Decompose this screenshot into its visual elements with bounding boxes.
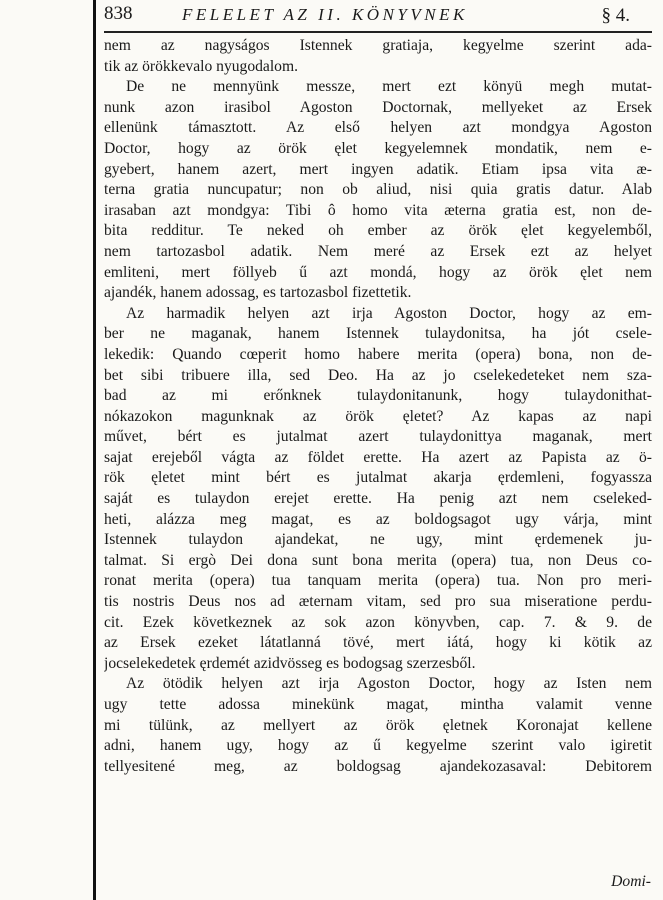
- text-line: nunk azon irasibol Agoston Doctornak, mellyeket az Ersek: [104, 98, 652, 116]
- text-line: tik az örökkevalo nyugodalom.: [104, 57, 299, 75]
- text-line: talmat. Si ergò Dei dona sunt bona merita (opera) tua, non Deus co-: [104, 551, 652, 569]
- text-line: művet, bért es jutalmat azert tulaydonittya maganak, mert: [104, 428, 652, 446]
- text-line: lekedik: Quando cœperit homo habere merita (opera) bona, non de-: [104, 345, 652, 363]
- text-line: ber ne maganak, hanem Istennek tulaydonitsa, ha jót csele-: [104, 325, 652, 343]
- text-line: De ne mennyünk messze, mert ezt könyü megh mutat-: [126, 78, 652, 96]
- text-line: bet sibi tribuere illa, sed Deo. Ha az jo cselekedeteket nem sza-: [104, 366, 652, 384]
- text-line: ronat merita (opera) tua tanquam merita (opera) tua. Non pro meri-: [104, 572, 652, 590]
- section-mark: § 4.: [601, 5, 630, 26]
- text-line: cit. Ezek következnek az sok azon könyvben, cap. 7. & 9. de: [104, 613, 652, 631]
- page-gutter-rule: [93, 0, 96, 900]
- text-line: ajandék, hanem adossag, es tartozasbol fizettetik.: [104, 284, 412, 302]
- text-line: emliteni, mert föllyeb ű azt mondá, hogy az örök ęlet nem: [104, 263, 652, 281]
- body-text: [104, 36, 652, 777]
- running-title: FELELET AZ II. KÖNYVNEK: [182, 5, 468, 24]
- text-line: Doctor, hogy az örök ęlet kegyelemnek mondatik, nem e-: [104, 139, 652, 157]
- text-line: rök ęletet mint bért es jutalmat akarja ęrdemleni, fogyassza: [104, 469, 652, 487]
- header-rule: [104, 31, 652, 33]
- text-line: saját es tulaydon erejet erette. Ha penig azt nem cseleked-: [104, 490, 652, 508]
- text-line: nem tartozasbol adatik. Nem meré az Ersek ezt az helyet: [104, 242, 652, 260]
- text-line: gyebert, hanem azert, mert ingyen adatik. Etiam ipsa vita æ-: [104, 160, 652, 178]
- text-line: tellyesitené meg, az boldogsag ajandekozasaval: Debitorem: [104, 757, 652, 775]
- page-number: 838: [104, 3, 133, 24]
- text-line: terna gratia nuncupatur; non ob aliud, nisi quia gratis datur. Alab: [104, 181, 652, 199]
- text-line: ellenünk támasztott. Az első helyen azt mondgya Agoston: [104, 119, 652, 137]
- text-line: ugy tette adossa minekünk magat, mintha valamit venne: [104, 696, 652, 713]
- text-line: Az harmadik helyen azt irja Agoston Doctor, hogy az em-: [126, 304, 652, 322]
- text-line: irasaban azt mondgya: Tibi ô homo vita æterna gratia est, non de-: [104, 201, 652, 219]
- text-line: jocselekedetek ęrdemét azidvösseg es bodogsag szerzesből.: [104, 654, 476, 672]
- text-line: bad az mi erőnknek tulaydonitanunk, hogy tulaydonithat-: [104, 387, 652, 405]
- text-line: az Ersek ezeket látatlanná tövé, mert iátá, hogy ki kötik az: [104, 634, 652, 652]
- catchword: Domi-: [611, 873, 651, 890]
- text-line: nókazokon magunknak az örök ęletet? Az kapas az napi: [104, 407, 652, 425]
- text-line: tis nostris Deus nos ad æternam vitam, sed pro sua miseratione perdu-: [104, 593, 652, 611]
- text-line: Istennek tulaydon ajandekat, ne ugy, mint ęrdemenek ju-: [104, 531, 652, 549]
- text-line: nem az nagyságos Istennek gratiaja, kegyelme szerint ada-: [104, 37, 652, 54]
- running-header: [104, 3, 652, 31]
- text-line: Az ötödik helyen azt irja Agoston Doctor, hogy az Isten nem: [126, 675, 652, 693]
- text-line: bita redditur. Te neked oh ember az örök ęlet kegyelemből,: [104, 222, 652, 240]
- text-line: mi tülünk, az mellyert az örök ęletnek Koronajat kellene: [104, 716, 652, 734]
- text-line: adni, hanem ugy, hogy az ű kegyelme szerint valo igiretit: [104, 737, 652, 755]
- text-line: sajat erejeből vágta az földet erette. Ha azert az Papista az ö-: [104, 448, 652, 466]
- text-line: heti, alázza meg magat, es az boldogsagot ugy várja, mint: [104, 510, 652, 528]
